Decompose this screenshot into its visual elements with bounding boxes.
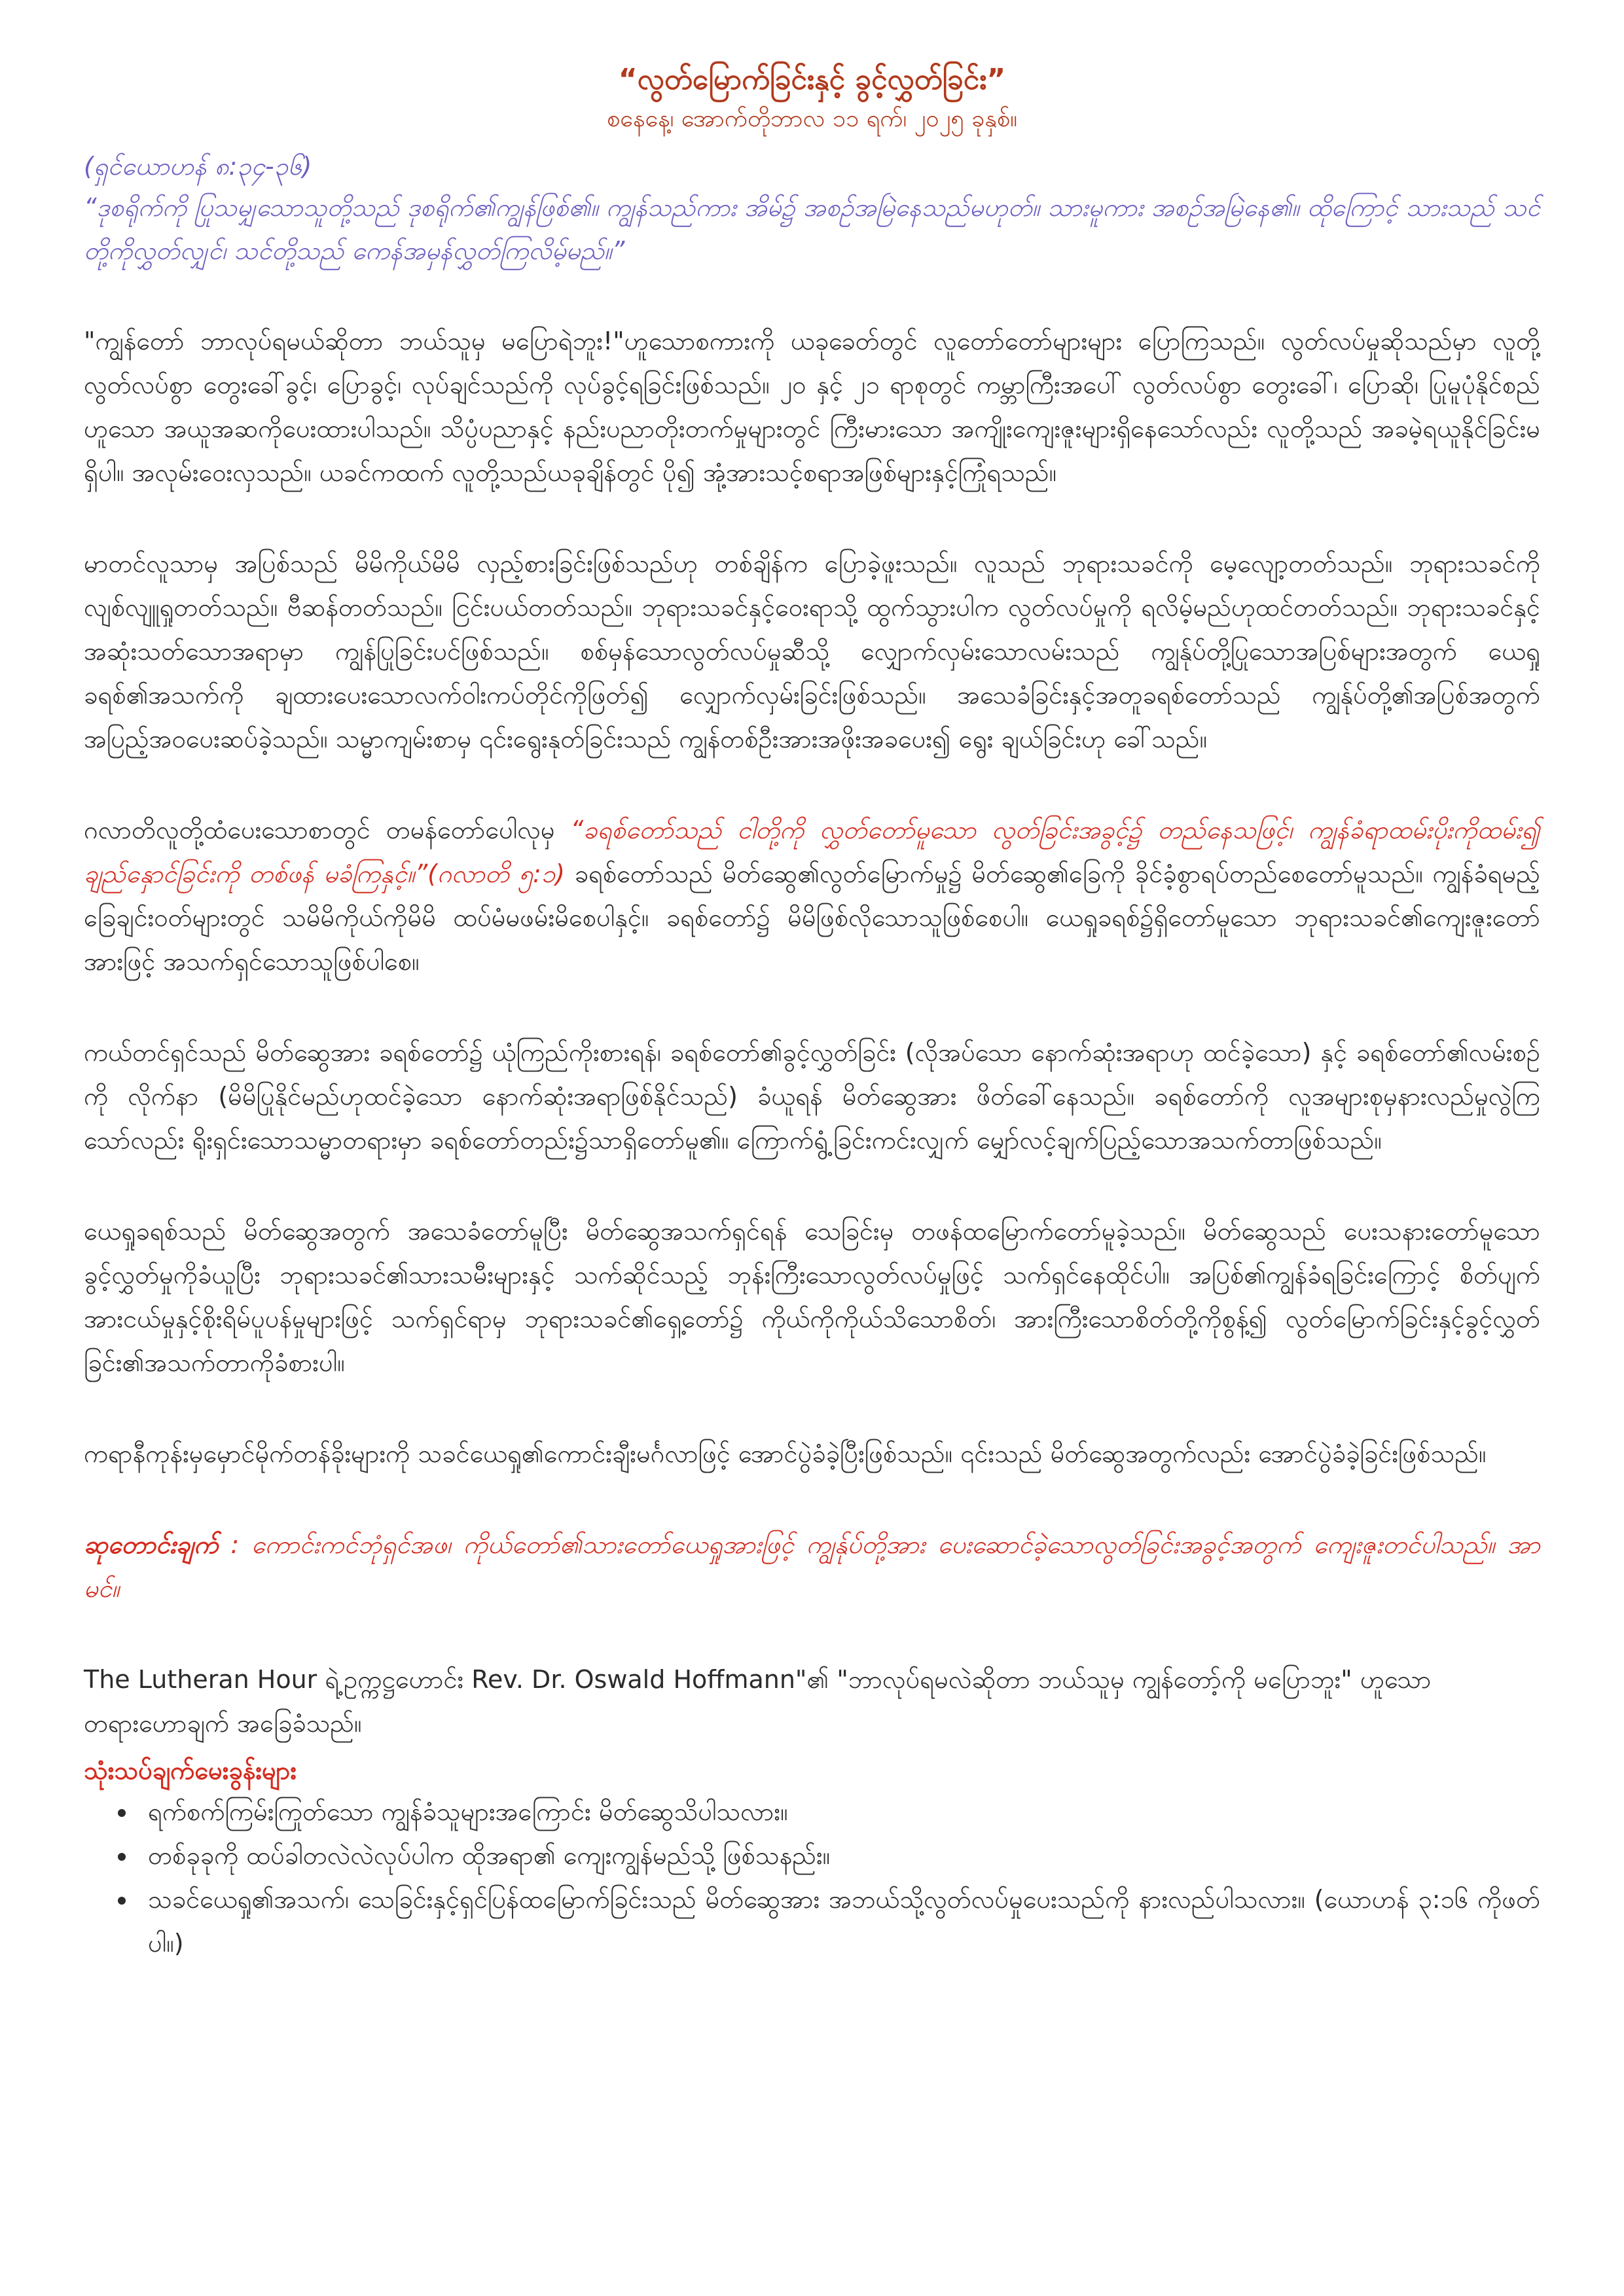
list-item: • သခင်ယေရှု၏အသက်၊ သေခြင်းနှင့်ရှင်ပြန်ထမြောက်ခြင်းသည် မိတ်ဆွေအား အဘယ်သို့လွတ်လပ်မှုပေးသည်ကို နားလည်ပါသလား။ (ယောဟန် ၃:၁၆ ကိုဖတ်ပါ။) [137,1878,1540,1965]
page-title: “လွတ်မြောက်ခြင်းနှင့် ခွင့်လွှတ်ခြင်း” [618,63,1006,96]
prayer [84,1523,1540,1611]
date-line: စနေနေ့၊ အောက်တိုဘာလ ၁၁ ရက်၊ ၂၀၂၅ ခုနှစ်။ [607,105,1017,132]
paragraph-3-rest: ခရစ်တော်သည် မိတ်ဆွေ၏လွတ်မြောက်မှု၌ မိတ်ဆွေ၏ခြေကို ခိုင်ခံ့စွာရပ်တည်စေတော်မူသည်။ ကျွန်ခံရမည့်ခြေချင်းဝတ်များတွင် သမိမိကိုယ်ကိုမိမိ ထပ်မံမဖမ်းမိစေပါနှင့်။ ခရစ်တော်၌ မိမိဖြစ်လိုသောသူဖြစ်စေပါ။ ယေရှုခရစ်၌ရှိတော်မူသော ဘုရားသခင်၏ကျေးဇူးတော်အားဖြင့် အသက်ရှင်သောသူဖြစ်ပါစေ။ [84,859,1540,976]
questions-list [84,1790,1540,1965]
paragraph-6: ကရာနီကုန်းမှမှောင်မိုက်တန်ခိုးများကို သခင်ယေရှု၏ကောင်းချီးမင်္ဂလာဖြင့် အောင်ပွဲခံခဲ့ပြီးဖြစ်သည်။ ၎င်းသည် မိတ်ဆွေအတွက်လည်း အောင်ပွဲခံခဲ့ခြင်းဖြစ်သည်။ [84,1439,1487,1468]
questions-heading: သုံးသပ်ချက်မေးခွန်းများ [84,1756,297,1785]
paragraph-1: "ကျွန်တော် ဘာလုပ်ရမယ်ဆိုတာ ဘယ်သူမှ မပြောရဲဘူး!"ဟူသောစကားကို ယခုခေတ်တွင် လူတော်တော်များများ ပြောကြသည်။ လွတ်လပ်မှုဆိုသည်မှာ လူတို့လွတ်လပ်စွာ တွေးခေါ်ခွင့်၊ ပြောခွင့်၊ လုပ်ချင်သည်ကို လုပ်ခွင့်ရခြင်းဖြစ်သည်။ ၂၀ နှင့် ၂၁ ရာစုတွင် ကမ္ဘာကြီးအပေါ် လွတ်လပ်စွာ တွေးခေါ်၊ ပြောဆို၊ ပြုမူပုံနိုင်စည်ဟူသော အယူအဆကိုပေးထားပါသည်။ သိပ္ပံပညာနှင့် နည်းပညာတိုးတက်မှုများတွင် ကြီးမားသော အကျိုးကျေးဇူးများရှိနေသော်လည်း လူတို့သည် အခမဲ့ရယူနိုင်ခြင်းမရှိပါ။ အလုမ်းဝေးလှသည်။ ယခင်ကထက် လူတို့သည်ယခုချိန်တွင် ပို၍ အုံ့အားသင့်စရာအဖြစ်များနှင့်ကြုံရသည်။ [84,327,1540,487]
scripture-reference: (ရှင်ယောဟန် ၈:၃၄-၃၆) [84,152,312,181]
galatians-quote: “ခရစ်တော်သည် ငါတို့ကို လွှတ်တော်မူသော လွတ်ခြင်းအခွင့်၌ တည်နေသဖြင့်၊ ကျွန်ခံရာထမ်းပိုးကိုထမ်း၍ ချည်နှောင်ခြင်းကို တစ်ဖန် မခံကြနှင့်။”(ဂလာတိ ၅:၁) [84,816,1540,888]
scripture-text: “ဒုစရိုက်ကို ပြုသမျှသောသူတို့သည် ဒုစရိုက်၏ကျွန်ဖြစ်၏။ ကျွန်သည်ကား အိမ်၌ အစဉ်အမြဲနေသည်မဟုတ်။ သားမူကား အစဉ်အမြဲနေ၏။ ထိုကြောင့် သားသည် သင်တို့ကိုလွှတ်လျှင်၊ သင်တို့သည် ကေန်အမှန်လွှတ်ကြလိမ့်မည်။” [84,193,1540,265]
paragraph-3-intro: ဂလာတိလူတို့ထံပေးသောစာတွင် တမန်တော်ပေါလုမှ [84,816,571,844]
paragraph-3 [84,808,1540,984]
paragraph-4: ကယ်တင်ရှင်သည် မိတ်ဆွေအား ခရစ်တော်၌ ယုံကြည်ကိုးစားရန်၊ ခရစ်တော်၏ခွင့်လွှတ်ခြင်း (လိုအပ်သော နောက်ဆုံးအရာဟု ထင်ခဲ့သော) နှင့် ခရစ်တော်၏လမ်းစဉ်ကို လိုက်နာ (မိမိပြုနိုင်မည်ဟုထင်ခဲ့သော နောက်ဆုံးအရာဖြစ်နိုင်သည်) ခံယူရန် မိတ်ဆွေအား ဖိတ်ခေါ်နေသည်။ ခရစ်တော်ကို လူအများစုမှနားလည်မှုလွဲကြသော်လည်း ရိုးရှင်းသောသမ္မာတရားမှာ ခရစ်တော်တည်း၌သာရှိတော်မူ၏။ ကြောက်ရွံ့ခြင်းကင်းလျှက် မျှော်လင့်ချက်ပြည့်သောအသက်တာဖြစ်သည်။ [84,1038,1540,1155]
prayer-label: ဆုတောင်းချက် [84,1530,219,1559]
sermon-credit: The Lutheran Hour ရဲ့ဥက္ကဋ္ဌဟောင်း Rev. Dr. Oswald Hoffmann"၏ "ဘာလုပ်ရမလဲဆိုတာ ဘယ်သူမှ ကျွန်တော့်ကို မပြောဘူး" ဟူသော တရားဟောချက် အခြေခံသည်။ [84,1665,1432,1738]
list-item: • ရက်စက်ကြမ်းကြုတ်သော ကျွန်ခံသူများအကြောင်း မိတ်ဆွေသိပါသလား။ [137,1790,1540,1834]
paragraph-2: မာတင်လူသာမှ အပြစ်သည် မိမိကိုယ်မိမိ လှည့်စားခြင်းဖြစ်သည်ဟု တစ်ချိန်က ပြောခဲ့ဖူးသည်။ လူသည် ဘုရားသခင်ကို မေ့လျော့တတ်သည်။ ဘုရားသခင်ကိုလျစ်လျူရှုတတ်သည်။ ဗီဆန်တတ်သည်။ ငြင်းပယ်တတ်သည်။ ဘုရားသခင်နှင့်ဝေးရာသို့ ထွက်သွားပါက လွတ်လပ်မှုကို ရလိမ့်မည်ဟုထင်တတ်သည်။ ဘုရားသခင်နှင့်အဆုံးသတ်သောအရာမှာ ကျွန်ပြုခြင်းပင်ဖြစ်သည်။ စစ်မှန်သောလွတ်လပ်မှုဆီသို့ လျှောက်လှမ်းသောလမ်းသည် ကျွန်ုပ်တို့ပြုသောအပြစ်များအတွက် ယေရှုခရစ်၏အသက်ကို ချထားပေးသောလက်ဝါးကပ်တိုင်ကိုဖြတ်၍ လျှောက်လှမ်းခြင်းဖြစ်သည်။ အသေခံခြင်းနှင့်အတူခရစ်တော်သည် ကျွန်ုပ်တို့၏အပြစ်အတွက် အပြည့်အဝပေးဆပ်ခဲ့သည်။ သမ္မာကျမ်းစာမှ ၎င်းရွေးနုတ်ခြင်းသည် ကျွန်တစ်ဦးအားအဖိုးအခပေး၍ ရွေး ချယ်ခြင်းဟု ခေါ်သည်။ [84,549,1540,753]
paragraph-5: ယေရှုခရစ်သည် မိတ်ဆွေအတွက် အသေခံတော်မူပြီး မိတ်ဆွေအသက်ရှင်ရန် သေခြင်းမှ တဖန်ထမြောက်တော်မူခဲ့သည်။ မိတ်ဆွေသည် ပေးသနားတော်မူသော ခွင့်လွှတ်မှုကိုခံယူပြီး ဘုရားသခင်၏သားသမီးများနှင့် သက်ဆိုင်သည့် ဘုန်းကြီးသောလွတ်လပ်မှုဖြင့် သက်ရှင်နေထိုင်ပါ။ အပြစ်၏ကျွန်ခံရခြင်းကြောင့် စိတ်ပျက်အားငယ်မှုနှင့်စိုးရိမ်ပူပန်မှုများဖြင့် သက်ရှင်ရာမှ ဘုရားသခင်၏ရှေ့တော်၌ ကိုယ်ကိုကိုယ်သိသောစိတ်၊ အားကြီးသောစိတ်တို့ကိုစွန့်၍ လွတ်မြောက်ခြင်းနှင့်ခွင့်လွှတ်ခြင်း၏အသက်တာကိုခံစားပါ။ [84,1217,1540,1377]
list-item: • တစ်ခုခုကို ထပ်ခါတလဲလဲလုပ်ပါက ထိုအရာ၏ ကျေးကျွန်မည်သို့ ဖြစ်သနည်း။ [137,1834,1540,1878]
prayer-text: : ကောင်းကင်ဘုံရှင်အဖ၊ ကိုယ်တော်၏သားတော်ယေရှုအားဖြင့် ကျွန်ုပ်တို့အား ပေးဆောင်ခဲ့သောလွတ်ခြင်းအခွင့်အတွက် ကျေးဇူးတင်ပါသည်။ အာမင်။ [84,1530,1540,1603]
